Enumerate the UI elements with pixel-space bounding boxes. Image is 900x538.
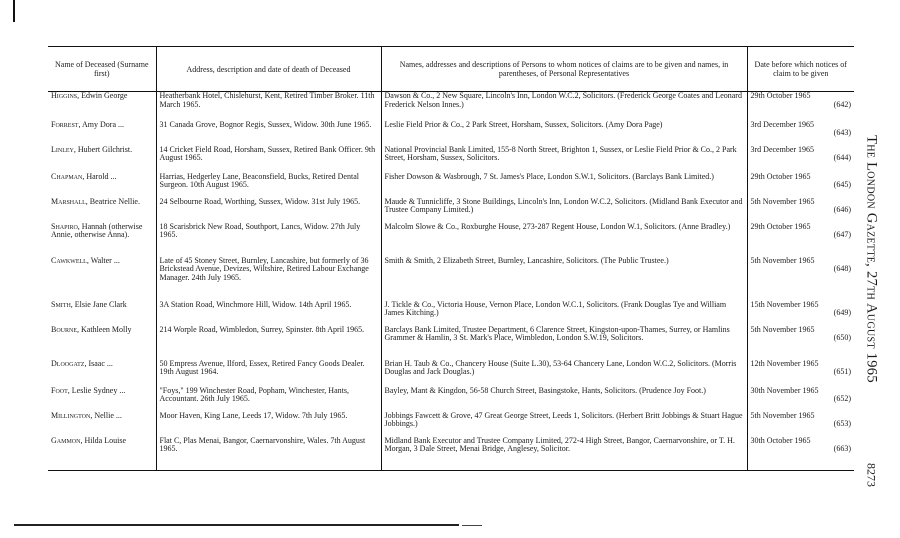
deceased-forenames: Elsie Jane Clark: [74, 300, 127, 309]
claim-date-cell: [747, 360, 854, 387]
claims-contact-cell: Jobbings Fawcett & Grove, 47 Great George Street, Leeds 1, Solicitors. (Herbert Britt Jobbings & Stuart Hague Jobbings.): [381, 412, 747, 437]
deceased-address-cell: 214 Worple Road, Wimbledon, Surrey, Spinster. 8th April 1965.: [156, 326, 381, 360]
header-claims-contacts: Names, addresses and descriptions of Persons to whom notices of claims are to be given and names, in parentheses, of Personal Representatives: [381, 47, 747, 92]
table-row: [48, 223, 854, 257]
table-row: [48, 173, 854, 198]
deceased-forenames: Hilda Louise: [84, 436, 126, 445]
claim-date-cell: [747, 257, 854, 301]
claim-date: 5th November 1965: [750, 256, 815, 265]
claim-date-cell: [747, 326, 854, 360]
deceased-name-cell: [48, 257, 156, 301]
notice-reference: (646): [833, 205, 851, 215]
notice-reference: (651): [833, 367, 851, 377]
deceased-name-cell: [48, 146, 156, 173]
claim-date-cell: [747, 198, 854, 223]
deceased-name-cell: [48, 360, 156, 387]
table-row: [48, 198, 854, 223]
claims-contact-cell: Fisher Dowson & Wasbrough, 7 St. James's Place, London S.W.1, Solicitors. (Barclays Bank Limited.): [381, 173, 747, 198]
claim-date-cell: [747, 121, 854, 146]
deceased-address-cell: 24 Selbourne Road, Worthing, Sussex, Widow. 31st July 1965.: [156, 198, 381, 223]
claims-contact-cell: Smith & Smith, 2 Elizabeth Street, Burnley, Lancashire, Solicitors. (The Public Trustee.): [381, 257, 747, 301]
table-row: [48, 92, 854, 121]
claim-date-cell: [747, 301, 854, 326]
table-row: [48, 412, 854, 437]
deceased-surname: Bourne,: [51, 325, 80, 334]
table-row: [48, 387, 854, 412]
bottom-rule-short: [462, 525, 482, 526]
deceased-address-cell: 14 Cricket Field Road, Horsham, Sussex, Retired Bank Officer. 9th August 1965.: [156, 146, 381, 173]
claim-date: 30th October 1965: [750, 436, 811, 445]
deceased-name-cell: [48, 198, 156, 223]
deceased-surname: Gammon,: [51, 436, 83, 445]
page-number: [856, 455, 886, 495]
bottom-rule: [14, 524, 459, 526]
deceased-address-cell: 18 Scarisbrick New Road, Southport, Lancs, Widow. 27th July 1965.: [156, 223, 381, 257]
deceased-forenames: Beatrice Nellie.: [89, 197, 140, 206]
deceased-forenames: Harold ...: [86, 172, 117, 181]
claims-contact-cell: Bayley, Mant & Kingdon, 56-58 Church Street, Basingstoke, Hants, Solicitors. (Prudence Joy Foot.): [381, 387, 747, 412]
deceased-forenames: Hubert Gilchrist.: [77, 145, 133, 154]
notices-table-body: [48, 92, 854, 471]
header-claim-date: Date before which notices of claim to be given: [747, 47, 854, 92]
claims-contact-cell: National Provincial Bank Limited, 155-8 North Street, Brighton 1, Sussex, or Leslie Field Prior & Co., 2 Park Street, Horsham, Sussex, Solicitors.: [381, 146, 747, 173]
deceased-forenames: Nellie ...: [94, 411, 122, 420]
claim-date: 12th November 1965: [750, 359, 819, 368]
claim-date-cell: [747, 223, 854, 257]
deceased-address-cell: 3A Station Road, Winchmore Hill, Widow. 14th April 1965.: [156, 301, 381, 326]
deceased-surname: Higgins,: [51, 91, 80, 100]
deceased-surname: Linley,: [51, 145, 76, 154]
claim-date-cell: [747, 173, 854, 198]
notice-reference: (652): [833, 394, 851, 404]
claim-date: 29th October 1965: [750, 172, 811, 181]
table-row: [48, 146, 854, 173]
deceased-surname: Foot,: [51, 386, 70, 395]
deceased-forenames: Walter ...: [90, 256, 120, 265]
notice-reference: (649): [833, 308, 851, 318]
claim-date-cell: [747, 412, 854, 437]
deceased-address-cell: Flat C, Plas Menai, Bangor, Caernarvonshire, Wales. 7th August 1965.: [156, 437, 381, 471]
deceased-address-cell: 31 Canada Grove, Bognor Regis, Sussex, Widow. 30th June 1965.: [156, 121, 381, 146]
notice-reference: (647): [833, 230, 851, 240]
deceased-address-cell: Heatherbank Hotel, Chislehurst, Kent, Retired Timber Broker. 11th March 1965.: [156, 92, 381, 121]
deceased-surname: Marshall,: [51, 197, 88, 206]
claim-date: 3rd December 1965: [750, 145, 815, 154]
table-header-row: [48, 47, 854, 92]
deceased-name-cell: [48, 223, 156, 257]
deceased-name-cell: [48, 301, 156, 326]
claim-date: 3rd December 1965: [750, 120, 815, 129]
claim-date: 15th November 1965: [750, 300, 819, 309]
gazette-running-title: [856, 134, 886, 384]
deceased-forenames: Amy Dora ...: [82, 120, 125, 129]
claims-contact-cell: Midland Bank Executor and Trustee Company Limited, 272-4 High Street, Bangor, Caernarvonshire, or T. H. Morgan, 3 Dale Street, Menai Bridge, Anglesey, Solicitor.: [381, 437, 747, 471]
table-row: [48, 360, 854, 387]
deceased-surname: Forrest,: [51, 120, 81, 129]
left-margin-rule: [13, 0, 15, 22]
table-row: [48, 437, 854, 471]
claim-date-cell: [747, 387, 854, 412]
deceased-surname: Chapman,: [51, 172, 85, 181]
deceased-surname: Cawkwell,: [51, 256, 89, 265]
claim-date-cell: [747, 146, 854, 173]
table-row: [48, 121, 854, 146]
claim-date: 29th October 1965: [750, 91, 811, 100]
claims-contact-cell: Leslie Field Prior & Co., 2 Park Street, Horsham, Sussex, Solicitors. (Amy Dora Page): [381, 121, 747, 146]
notice-reference: (643): [833, 128, 851, 138]
deceased-forenames: Kathleen Molly: [81, 325, 132, 334]
deceased-surname: Millington,: [51, 411, 93, 420]
deceased-forenames: Leslie Sydney ...: [71, 386, 126, 395]
claims-contact-cell: Barclays Bank Limited, Trustee Department, 6 Clarence Street, Kingston-upon-Thames, Surrey, or Hamlins Grammer & Hamlin, 3 St. Mark's Place, Wimbledon, London S.W.19, Solicitors.: [381, 326, 747, 360]
deceased-name-cell: [48, 121, 156, 146]
claims-contact-cell: J. Tickle & Co., Victoria House, Vernon Place, London W.C.1, Solicitors. (Frank Douglas Tye and William James Kitching.): [381, 301, 747, 326]
header-address: Address, description and date of death of Deceased: [156, 47, 381, 92]
claims-contact-cell: Maude & Tunnicliffe, 3 Stone Buildings, Lincoln's Inn, London W.C.2, Solicitors. (Midland Bank Executor and Trustee Company Limited.): [381, 198, 747, 223]
claim-date: 29th October 1965: [750, 222, 811, 231]
page-number-text: 8273: [864, 463, 879, 487]
claim-date: 5th November 1965: [750, 197, 815, 206]
deceased-surname: Dloogatz,: [51, 359, 87, 368]
claim-date: 5th November 1965: [750, 325, 815, 334]
table-row: [48, 257, 854, 301]
notice-reference: (645): [833, 180, 851, 190]
table-row: [48, 326, 854, 360]
deceased-address-cell: 50 Empress Avenue, Ilford, Essex, Retired Fancy Goods Dealer. 19th August 1964.: [156, 360, 381, 387]
notices-table: [48, 46, 854, 471]
claim-date-cell: [747, 437, 854, 471]
deceased-surname: Smith,: [51, 300, 73, 309]
notice-reference: (648): [833, 264, 851, 274]
notice-reference: (642): [833, 99, 851, 109]
notice-reference: (644): [833, 153, 851, 163]
notice-reference: (663): [833, 444, 851, 454]
claims-contact-cell: Malcolm Slowe & Co., Roxburghe House, 273-287 Regent House, London W.1, Solicitors. (Anne Bradley.): [381, 223, 747, 257]
claim-date: 5th November 1965: [750, 411, 815, 420]
deceased-forenames: Hannah (otherwise Annie, otherwise Anna).: [51, 222, 143, 240]
claim-date: 30th November 1965: [750, 386, 819, 395]
deceased-forenames: Edwin George: [81, 91, 128, 100]
deceased-surname: Shapiro,: [51, 222, 80, 231]
deceased-address-cell: Harrias, Hedgerley Lane, Beaconsfield, Bucks, Retired Dental Surgeon. 10th August 1965.: [156, 173, 381, 198]
deceased-address-cell: "Foys," 199 Winchester Road, Popham, Winchester, Hants, Accountant. 26th July 1965.: [156, 387, 381, 412]
deceased-address-cell: Late of 45 Stoney Street, Burnley, Lancashire, but formerly of 36 Brickstead Avenue, Devizes, Wiltshire, Retired Labour Exchange Manager. 24th July 1965.: [156, 257, 381, 301]
deceased-name-cell: [48, 173, 156, 198]
deceased-name-cell: [48, 412, 156, 437]
deceased-forenames: Isaac ...: [88, 359, 113, 368]
claims-contact-cell: Dawson & Co., 2 New Square, Lincoln's Inn, London W.C.2, Solicitors. (Frederick George Coates and Leonard Frederick Nelson Innes.): [381, 92, 747, 121]
claims-contact-cell: Brian H. Taub & Co., Chancery House (Suite L.30), 53-64 Chancery Lane, London W.C.2, Solicitors. (Morris Douglas and Jack Douglas.): [381, 360, 747, 387]
deceased-name-cell: [48, 387, 156, 412]
deceased-name-cell: [48, 437, 156, 471]
deceased-address-cell: Moor Haven, King Lane, Leeds 17, Widow. 7th July 1965.: [156, 412, 381, 437]
claim-date-cell: [747, 92, 854, 121]
gazette-title-text: The London Gazette, 27th August 1965: [863, 135, 880, 383]
deceased-name-cell: [48, 326, 156, 360]
table-row: [48, 301, 854, 326]
notice-reference: (650): [833, 333, 851, 343]
notice-reference: (653): [833, 419, 851, 429]
deceased-name-cell: [48, 92, 156, 121]
header-name-of-deceased: Name of Deceased (Surname first): [48, 47, 156, 92]
